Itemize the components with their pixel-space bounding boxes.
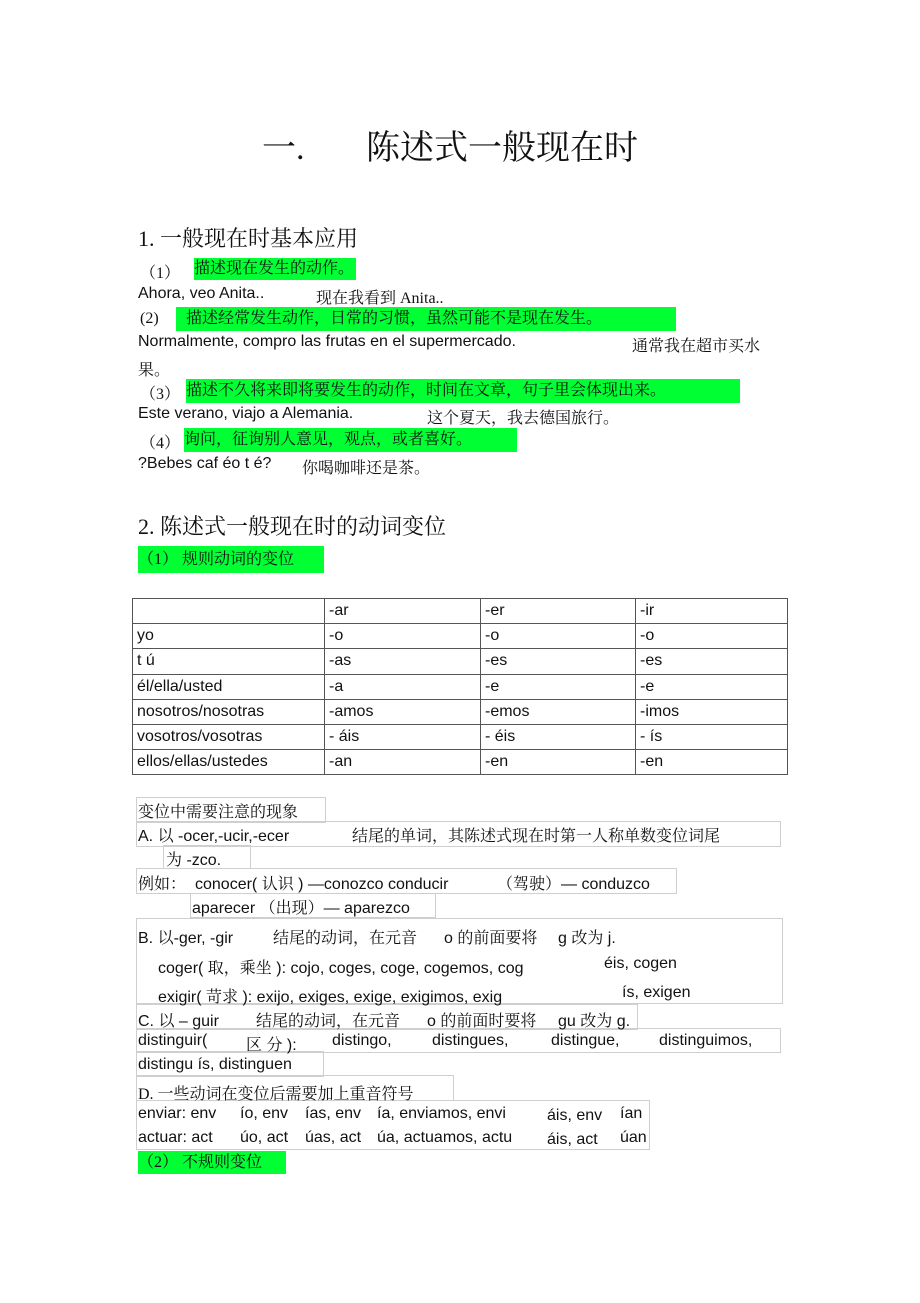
table-cell: -e [481,674,636,699]
noteC-part3: o 的前面时要将 [427,1013,537,1030]
noteA-part2: 结尾的单词，其陈述式现在时第一人称单数变位词尾 [352,828,721,845]
item3-label: 描述不久将来即将要发生的动作，时间在文章，句子里会体现出来。 [186,379,740,403]
section2-heading: 2. 陈述式一般现在时的动词变位 [138,514,447,539]
table-cell: él/ella/usted [133,674,325,699]
item4-label: 询问，征询别人意见，观点，或者喜好。 [184,428,517,452]
item3-example-es: Este verano, viajo a Alemania. [138,405,354,422]
section1-heading: 1. 一般现在时基本应用 [138,226,359,251]
table-cell: -an [325,750,481,775]
table-cell: -a [325,674,481,699]
item2-example-zh-cont: 果。 [138,362,171,379]
table-row [133,649,788,674]
exampleC-part7: distingu ís, distinguen [138,1056,292,1073]
exampleC-part6: distinguimos, [659,1032,753,1049]
table-header-cell [133,599,325,624]
exampleD1-part1: enviar: env [138,1105,217,1122]
table-row [133,624,788,649]
item2-num: (2) [140,310,159,327]
exampleB1-part2: éis, cogen [604,955,677,972]
notes-title: 变位中需要注意的现象 [138,804,299,821]
table-cell: -emos [481,699,636,724]
item2-example-zh: 通常我在超市买水 [632,338,761,355]
exampleD1-part3: ías, env [305,1105,362,1122]
table-cell: vosotros/vosotras [133,724,325,749]
exampleD2-part2: úo, act [240,1129,289,1146]
item1-label: 描述现在发生的动作。 [194,258,356,280]
exampleD1-part5: áis, env [547,1107,603,1124]
noteA-part1: A. 以 -ocer,-ucir,-ecer [138,828,290,845]
table-row [133,674,788,699]
exampleA-part1: conocer( 认识 ) —conozco conducir [195,876,449,893]
noteB-part1: B. 以-ger, -gir [138,930,234,947]
table-cell: -e [636,674,788,699]
table-header-cell: -er [481,599,636,624]
exampleA-part2: （驾驶）— conduzco [497,876,650,893]
noteB-part4: g 改为 j. [558,930,616,947]
exampleD1-part2: ío, env [240,1105,289,1122]
exampleD1-part6: ían [620,1105,643,1122]
exampleB1-part1: coger( 取，乘坐 ): cojo, coges, coge, cogemos, cog [158,960,524,977]
exampleA-prefix: 例如： [138,876,187,893]
noteA-part3: 为 -zco. [166,852,222,869]
table-cell: yo [133,624,325,649]
table-cell: -es [636,649,788,674]
exampleB2-part1: exigir( 苛求 ): exijo, exiges, exige, exigimos, exig [158,989,503,1006]
exampleD2-part1: actuar: act [138,1129,213,1146]
item4-example-es: ?Bebes caf éo t é? [138,455,272,472]
item3-example-zh: 这个夏天，我去德国旅行。 [427,410,620,427]
table-cell: -o [481,624,636,649]
title-number: 一. [262,130,305,167]
item4-example-zh: 你喝咖啡还是茶。 [302,460,431,477]
irregular-verbs-subheading: （2） 不规则变位 [138,1151,286,1174]
item2-example-es: Normalmente, compro las frutas en el supermercado. [138,333,516,350]
exampleB2-part2: ís, exigen [622,984,691,1001]
table-header-cell: -ir [636,599,788,624]
noteB-part3: o 的前面要将 [444,930,538,947]
noteB-part2: 结尾的动词，在元音 [273,930,418,947]
noteC-part1: C. 以 – guir [138,1013,219,1030]
exampleD2-part4: úa, actuamos, actu [377,1129,513,1146]
table-cell: -as [325,649,481,674]
table-cell: - éis [481,724,636,749]
exampleC-part2: 区 分 ): [246,1037,297,1054]
exampleC-part5: distingue, [551,1032,620,1049]
noteC-part4: gu 改为 g. [558,1013,631,1030]
table-cell: nosotros/nosotras [133,699,325,724]
item1-example-es: Ahora, veo Anita.. [138,285,265,302]
table-row [133,750,788,775]
item1-num: （1） [140,265,181,282]
item2-label: 描述经常发生动作，日常的习惯，虽然可能不是现在发生。 [176,307,676,331]
conjugation-table [132,598,788,775]
exampleA-part3: aparecer （出现）— aparezco [192,900,410,917]
table-row [133,699,788,724]
table-row [133,724,788,749]
exampleC-part3: distingo, [332,1032,392,1049]
table-cell: -amos [325,699,481,724]
table-cell: - áis [325,724,481,749]
exampleC-part4: distingues, [432,1032,509,1049]
table-cell: -imos [636,699,788,724]
exampleD1-part4: ía, enviamos, envi [377,1105,506,1122]
table-cell: ellos/ellas/ustedes [133,750,325,775]
table-header-cell: -ar [325,599,481,624]
exampleD2-part6: úan [620,1129,647,1146]
exampleC-part1: distinguir( [138,1032,208,1049]
table-cell: -o [325,624,481,649]
table-header-row [133,599,788,624]
exampleD2-part5: áis, act [547,1131,598,1148]
page-title: 陈述式一般现在时 [366,130,638,167]
table-cell: t ú [133,649,325,674]
regular-verbs-subheading: （1） 规则动词的变位 [138,546,324,573]
table-cell: -o [636,624,788,649]
noteD: D. 一些动词在变位后需要加上重音符号 [138,1086,414,1103]
table-cell: -es [481,649,636,674]
item1-example-zh: 现在我看到 Anita.. [316,290,444,307]
table-cell: -en [636,750,788,775]
item4-num: （4） [140,435,181,452]
item3-num: （3） [140,386,181,403]
exampleD2-part3: úas, act [305,1129,362,1146]
table-cell: -en [481,750,636,775]
table-cell: - ís [636,724,788,749]
noteC-part2: 结尾的动词，在元音 [256,1013,401,1030]
